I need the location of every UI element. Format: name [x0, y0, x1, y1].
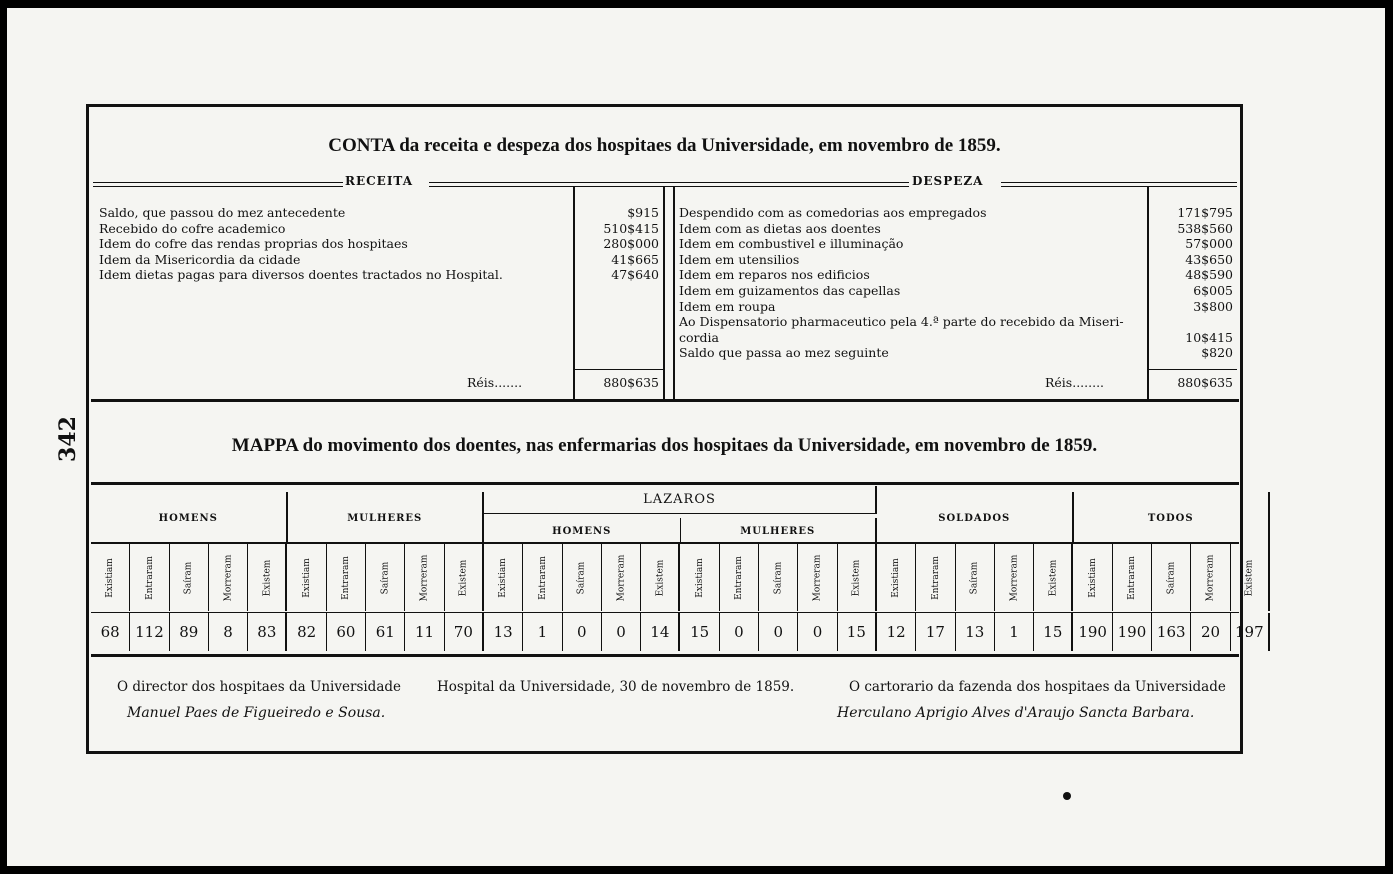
column-header-label: Existem — [458, 559, 469, 596]
column-header-label: Existem — [1047, 559, 1058, 596]
ledger-label: Idem em combustivel e illuminação — [679, 236, 904, 252]
column-header-label: Saíram — [183, 561, 194, 594]
column-header-label: Existiam — [301, 557, 312, 598]
column-header-label: Morreram — [1205, 554, 1216, 601]
ledger-label: Recebido do cofre academico — [99, 220, 286, 236]
value-cell — [1191, 613, 1230, 651]
ledger-amount: $915 — [627, 205, 659, 220]
header-rule — [429, 182, 909, 187]
value-label: 0 — [812, 623, 823, 641]
mappa-table — [91, 482, 1264, 654]
table-rule — [91, 482, 1239, 485]
column-header — [288, 544, 327, 611]
value-cell — [523, 613, 562, 651]
lazaros-header — [484, 486, 877, 514]
value-cell — [838, 613, 877, 651]
group-header-label: TODOS — [1147, 512, 1194, 524]
table-rule — [91, 612, 1239, 613]
group-header-label: MULHERES — [347, 512, 423, 524]
total-rule — [575, 369, 663, 370]
column-header-label: Morreram — [223, 554, 234, 601]
column-header — [641, 544, 680, 611]
column-header-label: Existem — [851, 559, 862, 596]
receita-reis-label: Réis....... — [467, 375, 523, 390]
place-date: Hospital da Universidade, 30 de novembro de 1859. — [437, 679, 795, 695]
value-label: 190 — [1078, 623, 1107, 641]
group-header-label: HOMENS — [552, 525, 612, 537]
value-label: 15 — [690, 623, 710, 641]
ledger-label: Idem com as dietas aos doentes — [679, 220, 881, 236]
value-cell — [445, 613, 484, 651]
value-label: 82 — [297, 623, 317, 641]
value-label: 163 — [1156, 623, 1186, 641]
value-cell — [209, 613, 248, 651]
value-cell — [720, 613, 759, 651]
value-cell — [1152, 613, 1191, 651]
value-label: 17 — [925, 623, 945, 641]
total-rule — [1149, 369, 1237, 370]
value-cell — [327, 613, 366, 651]
group-header — [288, 492, 485, 544]
column-divider — [663, 187, 665, 399]
section-rule — [91, 399, 1239, 402]
group-header — [681, 518, 878, 544]
value-cell — [877, 613, 916, 651]
cartorario-title: O cartorario da fazenda dos hospitaes da Universidade — [849, 679, 1226, 695]
column-header — [1113, 544, 1152, 611]
ledger-label: Idem da Misericordia da cidade — [99, 251, 301, 267]
value-label: 0 — [773, 623, 784, 641]
column-header — [1231, 544, 1270, 611]
ledger-amount: 171$795 — [1177, 205, 1233, 220]
value-cell — [170, 613, 209, 651]
cartorario-signature: Herculano Aprigio Alves d'Araujo Sancta Barbara. — [837, 705, 1195, 721]
column-header-label: Morreram — [419, 554, 430, 601]
column-header — [1034, 544, 1073, 611]
column-header-label: Entraram — [537, 555, 548, 600]
page-number: 342 — [54, 416, 81, 462]
lazaros-label: LAZAROS — [643, 492, 716, 507]
column-header — [405, 544, 444, 611]
column-header — [248, 544, 287, 611]
column-header — [995, 544, 1034, 611]
value-label: 13 — [965, 623, 985, 641]
column-header — [956, 544, 995, 611]
column-header — [563, 544, 602, 611]
column-header — [170, 544, 209, 611]
value-cell — [798, 613, 837, 651]
ledger-amount: 41$665 — [611, 251, 659, 267]
column-header-label: Saíram — [969, 561, 980, 594]
column-divider — [673, 187, 675, 399]
value-label: 11 — [414, 623, 435, 641]
value-cell — [91, 613, 130, 651]
value-label: 15 — [1043, 623, 1063, 641]
group-header-label: MULHERES — [740, 525, 816, 537]
value-cell — [248, 613, 287, 651]
ledger-label: Idem em reparos nos edificios — [679, 267, 870, 283]
value-cell — [1034, 613, 1073, 651]
value-label: 190 — [1117, 623, 1147, 641]
value-label: 197 — [1235, 623, 1264, 641]
column-header-label: Entraram — [1126, 555, 1137, 600]
column-header — [445, 544, 484, 611]
column-header-label: Entraram — [340, 555, 351, 600]
value-label: 20 — [1200, 623, 1221, 641]
column-header — [484, 544, 523, 611]
group-header-label: SOLDADOS — [938, 512, 1011, 524]
value-label: 0 — [616, 623, 626, 641]
value-cell — [916, 613, 955, 651]
ledger-label: cordia — [679, 329, 719, 345]
value-label: 61 — [375, 623, 395, 641]
column-header-label: Morreram — [1009, 554, 1020, 601]
group-header — [91, 492, 288, 544]
value-label: 83 — [257, 623, 277, 641]
ledger-label: Despendido com as comedorias aos empregados — [679, 205, 987, 220]
column-header — [366, 544, 405, 611]
column-header-label: Saíram — [380, 561, 391, 594]
column-header — [838, 544, 877, 611]
value-label: 70 — [453, 623, 473, 641]
column-header-label: Existiam — [1087, 557, 1098, 598]
ledger-amount: 47$640 — [611, 267, 659, 283]
value-label: 0 — [734, 623, 744, 641]
value-label: 1 — [1009, 623, 1019, 641]
column-header-label: Existem — [1244, 559, 1255, 596]
table-rule — [91, 542, 1239, 544]
mappa-title: MAPPA do movimento dos doentes, nas enfermarias dos hospitaes da Universidade, em novembro de 1859. — [231, 435, 1098, 456]
column-header — [1074, 544, 1113, 611]
column-header-label: Existiam — [891, 557, 902, 598]
value-cell — [641, 613, 680, 651]
value-label: 15 — [846, 623, 866, 641]
receita-total: 880$635 — [603, 375, 659, 390]
ledger-amount: 3$800 — [1193, 298, 1233, 314]
ledger-label: Idem do cofre das rendas proprias dos hospitaes — [99, 236, 408, 252]
ledger-amount: 6$005 — [1193, 283, 1233, 298]
column-header-label: Entraram — [144, 555, 155, 600]
group-header — [877, 492, 1074, 544]
column-header — [759, 544, 798, 611]
value-label: 13 — [493, 623, 513, 641]
column-header — [681, 544, 720, 611]
ledger-amount: 280$000 — [603, 236, 659, 252]
column-header-label: Saíram — [1166, 561, 1177, 594]
value-cell — [995, 613, 1034, 651]
value-cell — [956, 613, 995, 651]
column-header-label: Existem — [654, 559, 665, 596]
ledger-amount: 10$415 — [1185, 329, 1233, 345]
header-rule — [93, 182, 343, 187]
value-cell — [484, 613, 523, 651]
section-rule — [91, 654, 1239, 657]
ledger-amount: $820 — [1201, 345, 1233, 361]
ledger-amount: 48$590 — [1185, 267, 1233, 283]
value-label: 0 — [576, 623, 587, 641]
ledger-label: Ao Dispensatorio pharmaceutico pela 4.ª parte do recebido da Miseri- — [679, 314, 1124, 330]
group-header-label: HOMENS — [158, 512, 218, 524]
column-header-label: Entraram — [733, 555, 744, 600]
value-cell — [759, 613, 798, 651]
column-header-label: Existiam — [105, 557, 116, 598]
ledger-label: Saldo, que passou do mez antecedente — [99, 205, 346, 220]
value-label: 12 — [886, 623, 906, 641]
value-cell — [1113, 613, 1152, 651]
value-cell — [366, 613, 405, 651]
value-label: 1 — [537, 623, 548, 641]
ledger-amount: 510$415 — [603, 220, 659, 236]
column-header — [720, 544, 759, 611]
value-cell — [681, 613, 720, 651]
column-header — [91, 544, 130, 611]
column-header-label: Saíram — [576, 561, 587, 594]
despeza-reis-label: Réis........ — [1045, 375, 1105, 390]
column-header — [327, 544, 366, 611]
value-cell — [130, 613, 169, 651]
value-label: 8 — [223, 623, 233, 641]
value-label: 60 — [336, 623, 356, 641]
receita-header: RECEITA — [345, 174, 414, 188]
conta-title: CONTA da receita e despeza dos hospitaes da Universidade, em novembro de 1859. — [328, 135, 1001, 156]
ledger-amount: 57$000 — [1185, 236, 1233, 252]
column-header — [916, 544, 955, 611]
column-header — [1191, 544, 1230, 611]
report-frame — [86, 104, 1264, 754]
column-header — [130, 544, 169, 611]
director-title: O director dos hospitaes da Universidade — [117, 679, 402, 695]
ledger-amount: 43$650 — [1185, 251, 1233, 267]
column-header — [1152, 544, 1191, 611]
ledger-amount: 538$560 — [1177, 220, 1233, 236]
value-label: 112 — [135, 623, 164, 641]
column-header — [209, 544, 248, 611]
ledger-label: Idem dietas pagas para diversos doentes tractados no Hospital. — [99, 267, 503, 283]
group-header — [1074, 492, 1271, 544]
value-cell — [563, 613, 602, 651]
column-header — [523, 544, 562, 611]
header-rule — [1001, 182, 1237, 187]
group-header — [484, 518, 681, 544]
value-label: 14 — [650, 623, 670, 641]
column-header-label: Saíram — [773, 561, 784, 594]
column-header — [602, 544, 641, 611]
column-header-label: Existiam — [694, 557, 705, 598]
ledger-label: Idem em guizamentos das capellas — [679, 283, 901, 298]
column-header — [798, 544, 837, 611]
value-cell — [1074, 613, 1113, 651]
value-cell — [602, 613, 641, 651]
value-cell — [405, 613, 444, 651]
director-signature: Manuel Paes de Figueiredo e Sousa. — [127, 705, 386, 721]
value-label: 89 — [179, 623, 199, 641]
column-header — [877, 544, 916, 611]
despeza-total: 880$635 — [1177, 375, 1233, 390]
ledger-label: Saldo que passa ao mez seguinte — [679, 345, 889, 361]
despeza-header: DESPEZA — [912, 174, 984, 188]
value-label: 68 — [100, 623, 120, 641]
value-cell — [288, 613, 327, 651]
column-header-label: Morreram — [812, 554, 823, 601]
ledger-label: Idem em roupa — [679, 298, 776, 314]
column-header-label: Existem — [261, 559, 272, 596]
ledger-label: Idem em utensilios — [679, 251, 800, 267]
column-header-label: Entraram — [930, 555, 941, 600]
column-header-label: Morreram — [616, 554, 627, 601]
value-cell — [1231, 613, 1270, 651]
ink-dot — [1063, 792, 1071, 800]
column-header-label: Existiam — [498, 557, 509, 598]
